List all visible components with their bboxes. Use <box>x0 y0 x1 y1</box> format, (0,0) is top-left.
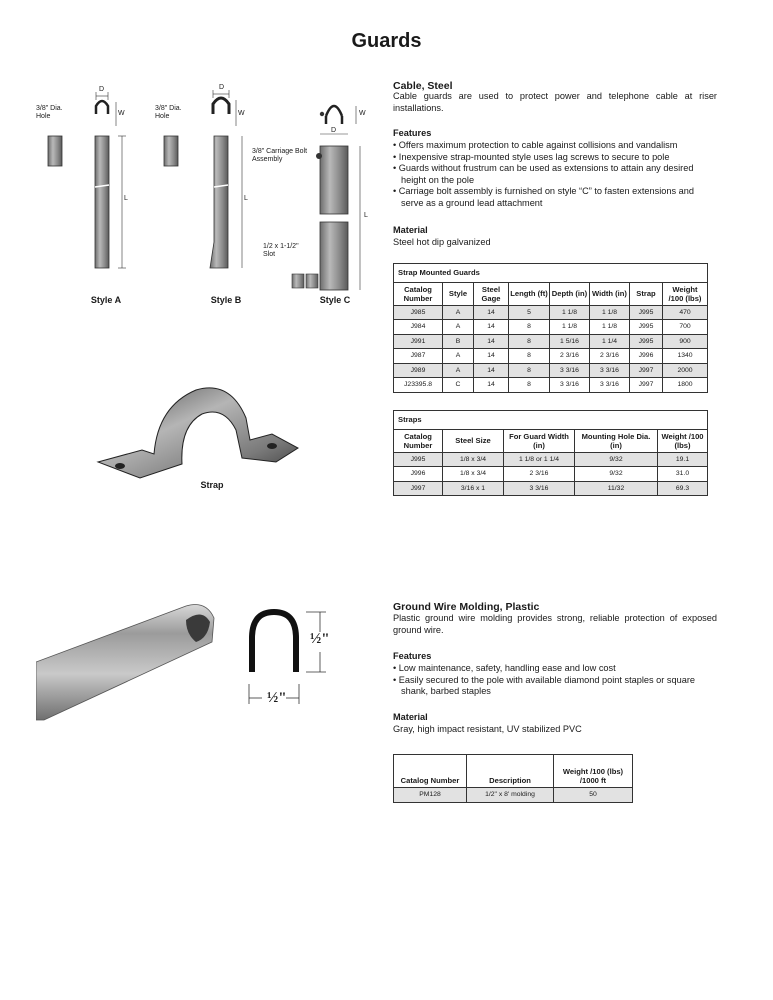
ground-wire-intro: Plastic ground wire molding provides strong, reliable protection of exposed ground wire. <box>393 613 717 635</box>
table-cell: 1 5/16 <box>550 334 590 349</box>
table-cell: 470 <box>663 305 708 320</box>
table-cell: 1340 <box>663 349 708 364</box>
table-cell: J995 <box>630 334 663 349</box>
table-cell: J997 <box>630 363 663 378</box>
straps-table <box>393 410 708 496</box>
col-header: Description <box>467 755 554 788</box>
cable-features-list <box>393 140 723 209</box>
table-cell: 31.0 <box>658 467 708 482</box>
ground-wire-title: Ground Wire Molding, Plastic <box>393 601 540 613</box>
table-row <box>394 349 708 364</box>
dim-l-label-b: L <box>244 195 248 202</box>
table-cell: A <box>443 320 474 335</box>
dim-d-label-b: D <box>219 84 225 91</box>
table-row <box>394 363 708 378</box>
molding-height-dim: ½" <box>310 631 330 647</box>
table-row <box>394 788 633 803</box>
table-header-row <box>394 755 633 788</box>
dim-l-label-a: L <box>124 195 128 202</box>
table-cell: 1 1/8 <box>590 305 630 320</box>
table-cell: 50 <box>554 788 633 803</box>
table-cell: 1 1/8 <box>590 320 630 335</box>
table-cell: 3 3/16 <box>590 363 630 378</box>
molding-width-dim: ½" <box>267 690 287 706</box>
table-cell: 14 <box>474 363 509 378</box>
cable-feature-item: • Offers maximum protection to cable against collisions and vandalism <box>393 140 723 152</box>
table-cell: 69.3 <box>658 481 708 496</box>
table-cell: 700 <box>663 320 708 335</box>
table-cell: PM128 <box>394 788 467 803</box>
col-header: Style <box>443 282 474 305</box>
ground-material-heading: Material <box>393 712 428 722</box>
ground-features-list <box>393 663 723 698</box>
col-header: For Guard Width (in) <box>504 429 575 452</box>
table-cell: 1/2" x 8' molding <box>467 788 554 803</box>
molding-photo <box>36 598 216 722</box>
col-header: Steel Size <box>443 429 504 452</box>
col-header: Catalog Number <box>394 755 467 788</box>
dim-w-label-b: W <box>238 110 245 117</box>
table-cell: 11/32 <box>575 481 658 496</box>
table-cell: 3 3/16 <box>590 378 630 393</box>
table-cell: 14 <box>474 349 509 364</box>
strap-mounted-guards-table <box>393 263 708 393</box>
carriage-bolt-callout: 3/8" Carriage Bolt Assembly <box>252 148 308 163</box>
col-header: Steel Gage <box>474 282 509 305</box>
cable-material-heading: Material <box>393 225 428 235</box>
ground-features-heading: Features <box>393 651 432 661</box>
cable-steel-title: Cable, Steel <box>393 80 453 92</box>
straps-table-caption: Straps <box>394 411 708 430</box>
cable-guard-styles-drawing <box>30 82 370 304</box>
table-cell: 3 3/16 <box>550 363 590 378</box>
style-c-guard-drawing <box>292 106 360 290</box>
table-cell: 1/8 x 3/4 <box>443 467 504 482</box>
table-cell: J987 <box>394 349 443 364</box>
table-cell: 1 1/8 <box>550 320 590 335</box>
col-header: Catalog Number <box>394 429 443 452</box>
table-cell: A <box>443 305 474 320</box>
table-cell: 9/32 <box>575 467 658 482</box>
col-header: Weight /100 (lbs) /1000 ft <box>554 755 633 788</box>
table-cell: J991 <box>394 334 443 349</box>
molding-table <box>393 754 633 803</box>
table-cell: 8 <box>509 349 550 364</box>
table-cell: 2000 <box>663 363 708 378</box>
col-header: Weight /100 (lbs) <box>663 282 708 305</box>
cable-features-heading: Features <box>393 128 432 138</box>
table-cell: C <box>443 378 474 393</box>
table-cell: J23395.8 <box>394 378 443 393</box>
table-cell: J995 <box>394 452 443 467</box>
hole-callout-b: 3/8" Dia. Hole <box>155 105 182 120</box>
table-cell: 19.1 <box>658 452 708 467</box>
table-cell: 3 3/16 <box>550 378 590 393</box>
table-row <box>394 320 708 335</box>
dim-w-label-c: W <box>359 110 366 117</box>
table-cell: J997 <box>394 481 443 496</box>
table-cell: 8 <box>509 363 550 378</box>
table-cell: 14 <box>474 305 509 320</box>
hole-callout-a: 3/8" Dia. Hole <box>36 105 63 120</box>
table-cell: 14 <box>474 378 509 393</box>
table-cell: 1 1/8 <box>550 305 590 320</box>
style-a-label: Style A <box>90 295 122 305</box>
table-cell: 3/16 x 1 <box>443 481 504 496</box>
molding-profile-drawing <box>236 602 366 712</box>
table-cell: B <box>443 334 474 349</box>
strap-mounted-table-caption: Strap Mounted Guards <box>394 264 708 283</box>
slot-callout: 1/2 x 1-1/2" Slot <box>263 243 299 258</box>
cable-feature-item: • Guards without frustrum can be used as extensions to attain any desired height on the pole <box>393 163 723 186</box>
cable-feature-item: • Inexpensive strap-mounted style uses lag screws to secure to pole <box>393 152 723 164</box>
table-cell: J995 <box>630 305 663 320</box>
col-header: Strap <box>630 282 663 305</box>
table-cell: 2 3/16 <box>504 467 575 482</box>
table-cell: 5 <box>509 305 550 320</box>
table-cell: J996 <box>630 349 663 364</box>
strap-photo <box>96 378 302 490</box>
table-row <box>394 334 708 349</box>
table-cell: J984 <box>394 320 443 335</box>
table-cell: J997 <box>630 378 663 393</box>
table-row <box>394 305 708 320</box>
table-cell: 1800 <box>663 378 708 393</box>
table-cell: J995 <box>630 320 663 335</box>
table-cell: 900 <box>663 334 708 349</box>
table-row <box>394 467 708 482</box>
table-header-row <box>394 282 708 305</box>
table-cell: J996 <box>394 467 443 482</box>
table-row <box>394 378 708 393</box>
table-cell: 1 1/8 or 1 1/4 <box>504 452 575 467</box>
table-cell: 8 <box>509 320 550 335</box>
table-cell: A <box>443 363 474 378</box>
cable-steel-intro: Cable guards are used to protect power and telephone cable at riser installations. <box>393 91 717 113</box>
col-header: Catalog Number <box>394 282 443 305</box>
dim-w-label-a: W <box>118 110 125 117</box>
col-header: Length (ft) <box>509 282 550 305</box>
ground-feature-item: • Easily secured to the pole with available diamond point staples or square shank, barbed staples <box>393 675 723 698</box>
table-cell: 2 3/16 <box>590 349 630 364</box>
dim-d-label-a: D <box>99 86 105 93</box>
table-cell: 8 <box>509 378 550 393</box>
table-cell: A <box>443 349 474 364</box>
page-title: Guards <box>351 30 422 52</box>
cable-material-text: Steel hot dip galvanized <box>393 237 491 247</box>
table-cell: 14 <box>474 320 509 335</box>
table-cell: 14 <box>474 334 509 349</box>
dim-d-label-c: D <box>331 127 337 134</box>
style-b-label: Style B <box>210 295 242 305</box>
table-cell: 3 3/16 <box>504 481 575 496</box>
table-cell: 2 3/16 <box>550 349 590 364</box>
table-header-row <box>394 429 708 452</box>
table-cell: 1 1/4 <box>590 334 630 349</box>
table-row <box>394 452 708 467</box>
ground-feature-item: • Low maintenance, safety, handling ease and low cost <box>393 663 723 675</box>
col-header: Weight /100 (lbs) <box>658 429 708 452</box>
col-header: Mounting Hole Dia. (in) <box>575 429 658 452</box>
table-row <box>394 481 708 496</box>
table-cell: J989 <box>394 363 443 378</box>
strap-label: Strap <box>200 480 224 490</box>
table-cell: 1/8 x 3/4 <box>443 452 504 467</box>
table-cell: 8 <box>509 334 550 349</box>
col-header: Depth (in) <box>550 282 590 305</box>
ground-material-text: Gray, high impact resistant, UV stabilized PVC <box>393 724 582 734</box>
style-c-label: Style C <box>319 295 351 305</box>
cable-feature-item: • Carriage bolt assembly is furnished on style “C” to fasten extensions and serve as a ground lead attachment <box>393 186 723 209</box>
col-header: Width (in) <box>590 282 630 305</box>
table-cell: 9/32 <box>575 452 658 467</box>
table-cell: J985 <box>394 305 443 320</box>
dim-l-label-c: L <box>364 212 368 219</box>
